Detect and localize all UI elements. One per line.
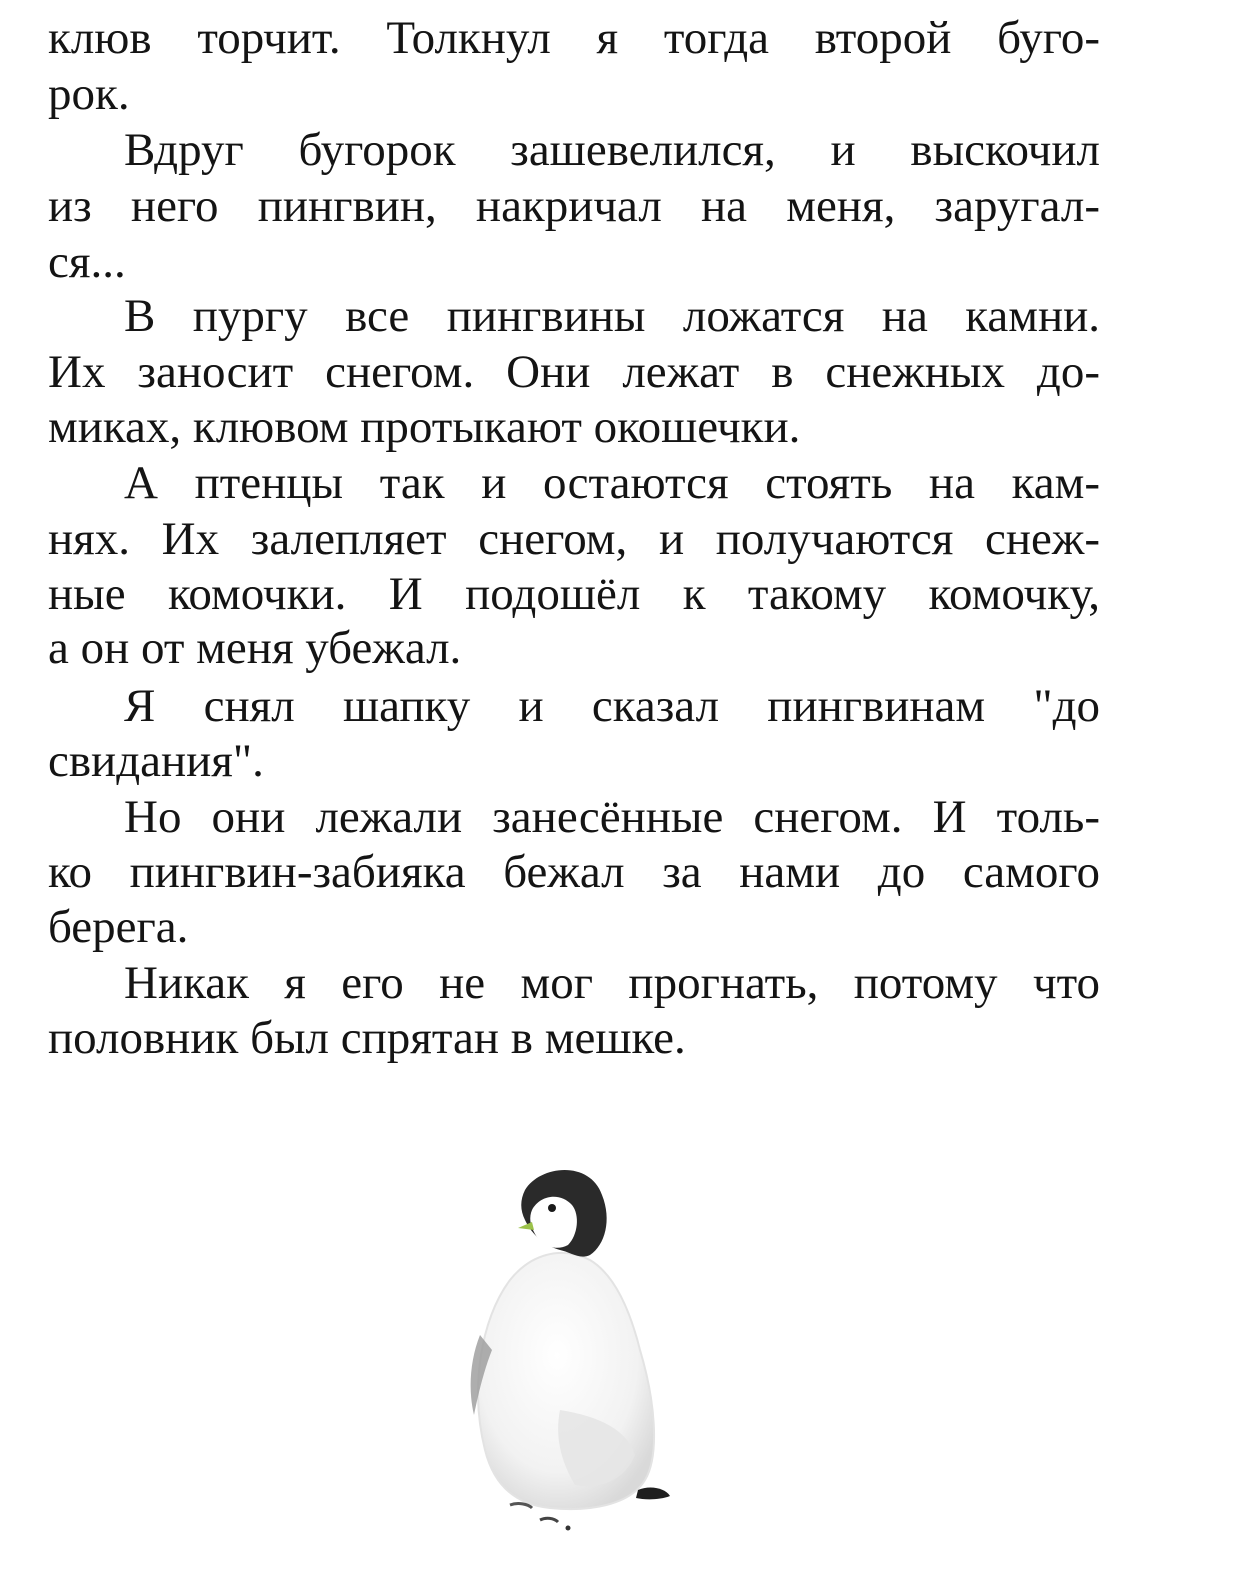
text-line: В пургу все пингвины ложатся на камни.: [124, 290, 1100, 342]
text-line: рок.: [48, 68, 130, 120]
text-line: клюв торчит. Толкнул я тогда второй буго-: [48, 12, 1100, 64]
text-line: из него пингвин, накричал на меня, заругал-: [48, 180, 1100, 232]
text-line: Их заносит снегом. Они лежат в снежных до-: [48, 346, 1100, 398]
text-line: половник был спрятан в мешке.: [48, 1012, 686, 1064]
penguin-chick-icon: [440, 1160, 700, 1540]
text-line: а он от меня убежал.: [48, 622, 462, 674]
text-line: ко пингвин-забияка бежал за нами до самого: [48, 846, 1100, 898]
text-line: миках, клювом протыкают окошечки.: [48, 401, 801, 453]
text-line: А птенцы так и остаются стоять на кам-: [124, 457, 1100, 509]
text-line: берега.: [48, 901, 189, 953]
text-line: Никак я его не мог прогнать, потому что: [124, 957, 1100, 1009]
text-line: Но они лежали занесённые снегом. И толь-: [124, 791, 1100, 843]
text-line: Я снял шапку и сказал пингвинам "до: [124, 680, 1100, 732]
text-line: Вдруг бугорок зашевелился, и выскочил: [124, 124, 1100, 176]
text-line: свидания".: [48, 735, 264, 787]
text-line: ся...: [48, 236, 126, 288]
text-line: ные комочки. И подошёл к такому комочку,: [48, 568, 1100, 620]
text-line: нях. Их залепляет снегом, и получаются снеж-: [48, 513, 1100, 565]
